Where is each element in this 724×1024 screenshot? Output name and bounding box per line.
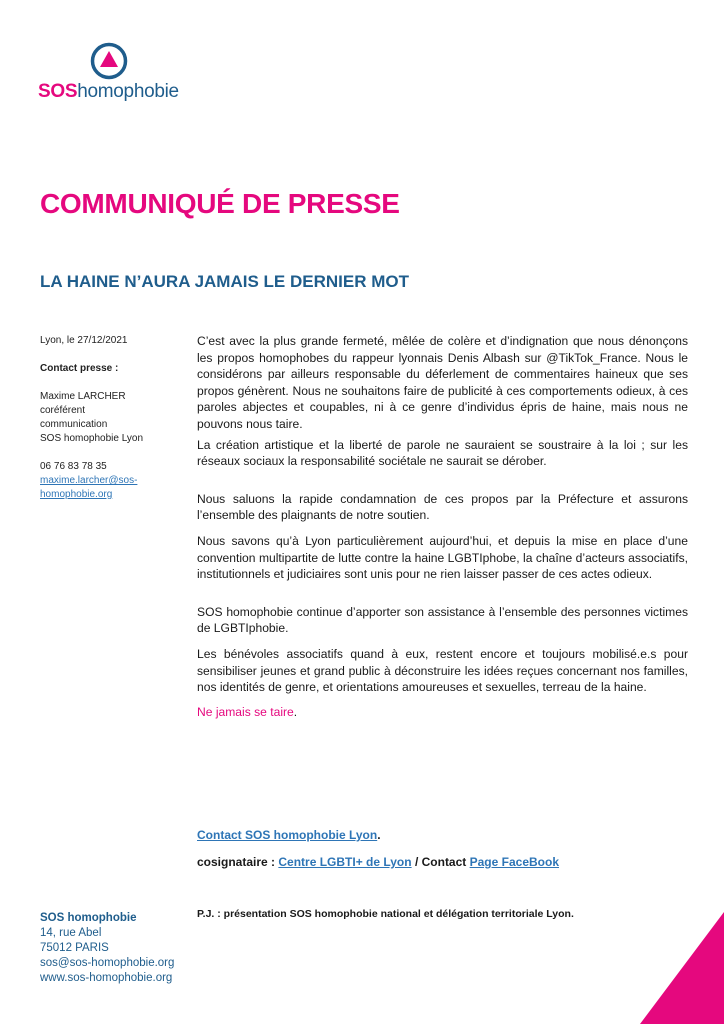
page-title: COMMUNIQUÉ DE PRESSE <box>40 188 400 219</box>
paragraph-2: La création artistique et la liberté de parole ne sauraient se soustraire à la loi ; sur les réseaux sociaux la responsabilité sociétale ne saurait se dérober. <box>197 437 688 469</box>
logo-wordmark <box>38 80 179 104</box>
contact-label: Contact presse : <box>40 363 119 374</box>
footer-street: 14, rue Abel <box>40 927 102 939</box>
page-subtitle: LA HAINE N’AURA JAMAIS LE DERNIER MOT <box>40 272 409 291</box>
contact-org: SOS homophobie Lyon <box>40 433 144 444</box>
email-line2: homophobie.org <box>40 489 113 500</box>
closing-period: . <box>293 704 298 719</box>
footer-org: SOS homophobie <box>40 912 137 924</box>
release-date: Lyon, le 27/12/2021 <box>40 335 128 346</box>
contact-role-line1: coréférent <box>40 405 86 416</box>
paragraph-4: Nous savons qu’à Lyon particulièrement aujourd’hui, et depuis la mise en place d’une convention multipartite de lutte contre la haine LGBTIphobe, la chaîne d’acteurs associatifs, institutionnels et judiciaires sont unis pour ne rien laisser passer de ces actes odieux. <box>197 533 688 582</box>
cosign-label: cosignataire : <box>197 855 279 869</box>
attachment-note: P.J. : présentation SOS homophobie national et délégation territoriale Lyon. <box>197 908 574 920</box>
logo-sos: SOS <box>38 81 78 102</box>
contact-name: Maxime LARCHER <box>40 391 126 402</box>
footer-address <box>40 911 174 986</box>
cosign-line <box>197 853 559 871</box>
footer-email: sos@sos-homophobie.org <box>40 957 175 969</box>
press-contact-sidebar <box>40 334 180 502</box>
closing-line <box>197 704 688 721</box>
facebook-page-link[interactable]: Page FaceBook <box>469 855 559 869</box>
logo-triangle-icon <box>90 42 128 80</box>
paragraph-1: C’est avec la plus grande fermeté, mêlée de colère et d’indignation que nous dénonçons les propos homophobes du rappeur lyonnais Denis Albash sur @TikTok_France. Nous le considérons par ailleurs responsable du déferlement de commentaires haineux que ses propos génèrent. Nous ne souhaitons faire de publicité à ces comportements odieux, à ces paroles abjectes et coupables, ni à ce genre d’individus épris de haine, mais nous ne pouvons nous taire. <box>197 334 688 431</box>
contact-link-period: . <box>377 828 381 842</box>
press-release-body <box>197 333 688 720</box>
logo-homophobie: homophobie <box>77 81 179 102</box>
footer-city: 75012 PARIS <box>40 942 109 954</box>
centre-lgbti-link[interactable]: Centre LGBTI+ de Lyon <box>278 855 412 869</box>
contact-email-link[interactable] <box>40 475 137 500</box>
corner-triangle-decoration <box>640 912 724 1024</box>
sos-homophobie-logo <box>38 42 188 106</box>
footer-website: www.sos-homophobie.org <box>40 972 173 984</box>
contact-phone: 06 76 83 78 35 <box>40 461 107 472</box>
contact-link-line <box>197 826 559 844</box>
paragraph-3: Nous saluons la rapide condamnation de ces propos par la Préfecture et assurons l’ensemble des plaignants de notre soutien. <box>197 491 688 523</box>
contact-sos-lyon-link[interactable]: Contact SOS homophobie Lyon <box>197 828 378 842</box>
email-line1: maxime.larcher@sos- <box>40 475 138 486</box>
contact-role-line2: communication <box>40 419 108 430</box>
cosign-separator: / Contact <box>411 855 470 869</box>
closing-slogan: Ne jamais se taire <box>197 704 294 719</box>
paragraph-5: SOS homophobie continue d’apporter son assistance à l’ensemble des personnes victimes de LGBTIphobie. <box>197 604 688 636</box>
paragraph-6: Les bénévoles associatifs quand à eux, restent encore et toujours mobilisé.e.s pour sensibiliser jeunes et grand public à déconstruire les idées reçues concernant nos familles, nos identités de genre, et orientations amoureuses et sexuelles, terreau de la haine. <box>197 646 688 695</box>
contact-links <box>197 826 559 871</box>
